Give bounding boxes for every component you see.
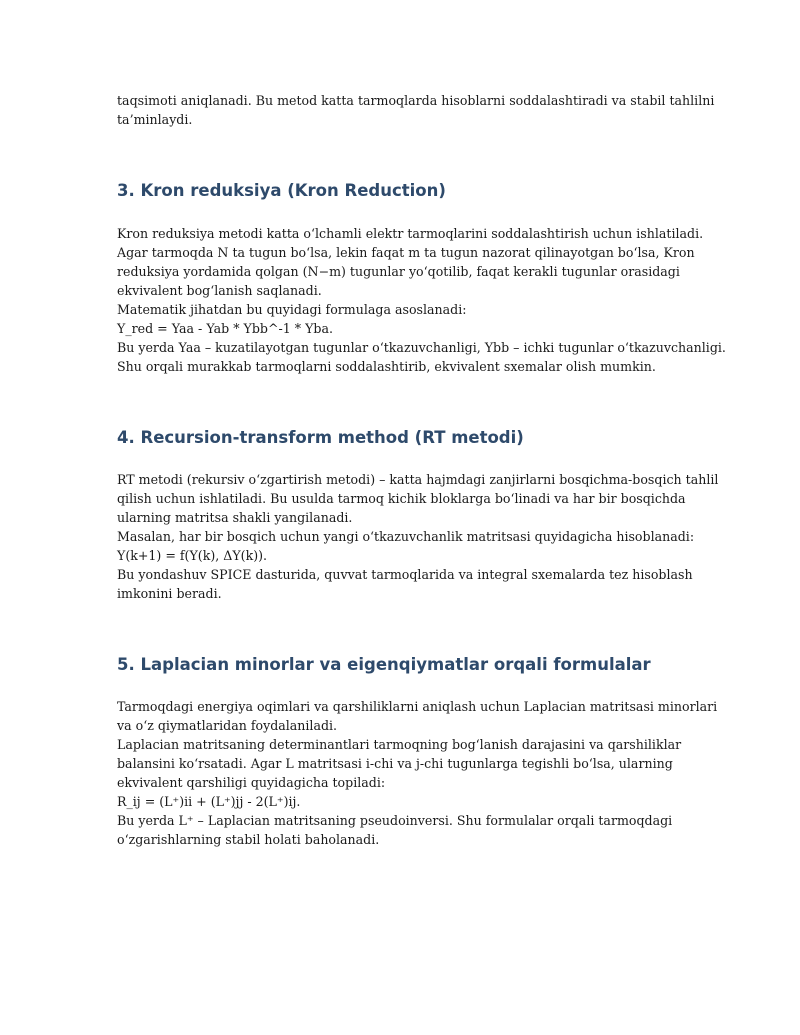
intro-paragraph <box>117 91 715 129</box>
paragraph-line: Laplacian matritsaning determinantlari tarmoqning bog‘lanish darajasini va qarshiliklar <box>117 737 682 752</box>
section-5-paragraph <box>117 697 718 849</box>
section-4-heading: 4. Recursion-transform method (RT metodi) <box>117 428 524 447</box>
paragraph-line: Shu orqali murakkab tarmoqlarni soddalashtirib, ekvivalent sxemalar olish mumkin. <box>117 359 656 374</box>
paragraph-line: Matematik jihatdan bu quyidagi formulaga asoslanadi: <box>117 302 467 317</box>
section-3-heading: 3. Kron reduksiya (Kron Reduction) <box>117 181 446 200</box>
paragraph-line: reduksiya yordamida qolgan (N−m) tugunlar yo‘qotilib, faqat kerakli tugunlar orasidagi <box>117 264 680 279</box>
paragraph-line: Masalan, har bir bosqich uchun yangi o‘tkazuvchanlik matritsasi quyidagicha hisoblanadi: <box>117 529 695 544</box>
paragraph-line: balansini ko‘rsatadi. Agar L matritsasi i-chi va j-chi tugunlarga tegishli bo‘lsa, ularning <box>117 756 673 771</box>
paragraph-line: va o‘z qiymatlaridan foydalaniladi. <box>117 718 338 733</box>
section-4-paragraph <box>117 470 719 603</box>
paragraph-line: Bu yondashuv SPICE dasturida, quvvat tarmoqlarida va integral sxemalarda tez hisoblash <box>117 567 693 582</box>
formula-line: Y(k+1) = f(Y(k), ΔY(k)). <box>117 548 268 563</box>
paragraph-line: ta’minlaydi. <box>117 112 193 127</box>
paragraph-line: Bu yerda Yaa – kuzatilayotgan tugunlar o‘tkazuvchanligi, Ybb – ichki tugunlar o‘tkazuvchanligi. <box>117 340 726 355</box>
paragraph-line: ularning matritsa shakli yangilanadi. <box>117 510 353 525</box>
paragraph-line: imkonini beradi. <box>117 586 222 601</box>
paragraph-line: Agar tarmoqda N ta tugun bo‘lsa, lekin faqat m ta tugun nazorat qilinayotgan bo‘lsa, Kron <box>117 245 695 260</box>
section-5-heading: 5. Laplacian minorlar va eigenqiymatlar orqali formulalar <box>117 655 651 674</box>
formula-line: Y_red = Yaa - Yab * Ybb^-1 * Yba. <box>117 321 333 336</box>
paragraph-line: taqsimoti aniqlanadi. Bu metod katta tarmoqlarda hisoblarni soddalashtiradi va stabil tahlilni <box>117 93 715 108</box>
paragraph-line: ekvivalent bog‘lanish saqlanadi. <box>117 283 322 298</box>
section-3-paragraph <box>117 224 726 376</box>
paragraph-line: Tarmoqdagi energiya oqimlari va qarshiliklarni aniqlash uchun Laplacian matritsasi minorlari <box>117 699 718 714</box>
paragraph-line: o‘zgarishlarning stabil holati baholanadi. <box>117 832 380 847</box>
paragraph-line: qilish uchun ishlatiladi. Bu usulda tarmoq kichik bloklarga bo‘linadi va har bir bosqichda <box>117 491 686 506</box>
paragraph-line: Kron reduksiya metodi katta o‘lchamli elektr tarmoqlarini soddalashtirish uchun ishlatiladi. <box>117 226 704 241</box>
paragraph-line: ekvivalent qarshiligi quyidagicha topiladi: <box>117 775 386 790</box>
paragraph-line: Bu yerda L⁺ – Laplacian matritsaning pseudoinversi. Shu formulalar orqali tarmoqdagi <box>117 813 673 828</box>
paragraph-line: RT metodi (rekursiv o‘zgartirish metodi) – katta hajmdagi zanjirlarni bosqichma-bosqich tahlil <box>117 472 719 487</box>
formula-line: R_ij = (L⁺)ii + (L⁺)jj - 2(L⁺)ij. <box>117 794 301 809</box>
